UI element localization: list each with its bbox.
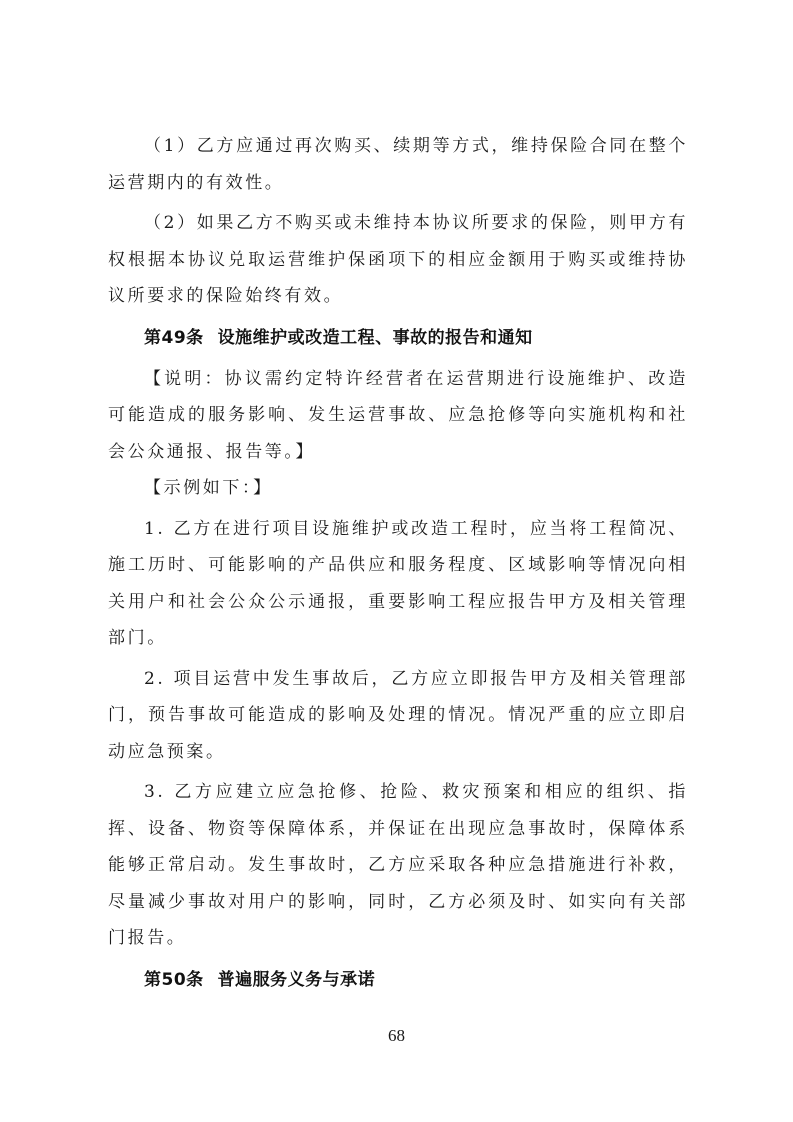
article-50-heading <box>108 963 688 997</box>
article-49-title: 设施维护或改造工程、事故的报告和通知 <box>217 327 533 348</box>
paragraph-item-1: 1. 乙方在进行项目设施维护或改造工程时，应当将工程简况、施工历时、可能影响的产品供应和服务程度、区域影响等情况向相关用户和社会公众公示通报，重要影响工程应报告甲方及相关管理部门。 <box>108 518 688 648</box>
page-content <box>108 128 688 1003</box>
paragraph-item-2: 2. 项目运营中发生事故后，乙方应立即报告甲方及相关管理部门，预告事故可能造成的影响及处理的情况。情况严重的应立即启动应急预案。 <box>108 668 688 762</box>
paragraph-example-label: 【示例如下：】 <box>144 478 273 498</box>
article-50-number: 第50条 <box>144 969 204 990</box>
paragraph-article-49-note: 【说明：协议需约定特许经营者在运营期进行设施维护、改造可能造成的服务影响、发生运营事故、应急抢修等向实施机构和社会公众通报、报告等。】 <box>108 368 688 462</box>
article-49-heading <box>108 321 688 355</box>
paragraph-insurance-guarantee: （2）如果乙方不购买或未维持本协议所要求的保险，则甲方有权根据本协议兑取运营维护保函项下的相应金额用于购买或维持协议所要求的保险始终有效。 <box>108 213 688 306</box>
article-50-title: 普遍服务义务与承诺 <box>217 969 376 990</box>
article-49-number: 第49条 <box>144 327 204 348</box>
paragraph-item-3: 3. 乙方应建立应急抢修、抢险、救灾预案和相应的组织、指挥、设备、物资等保障体系，并保证在出现应急事故时，保障体系能够正常启动。发生事故时，乙方应采取各种应急措施进行补救，尽量减少事故对用户的影响，同时，乙方必须及时、如实向有关部门报告。 <box>108 782 688 948</box>
paragraph-insurance-renewal: （1）乙方应通过再次购买、续期等方式，维持保险合同在整个运营期内的有效性。 <box>108 136 688 193</box>
page-number: 68 <box>388 1026 405 1045</box>
